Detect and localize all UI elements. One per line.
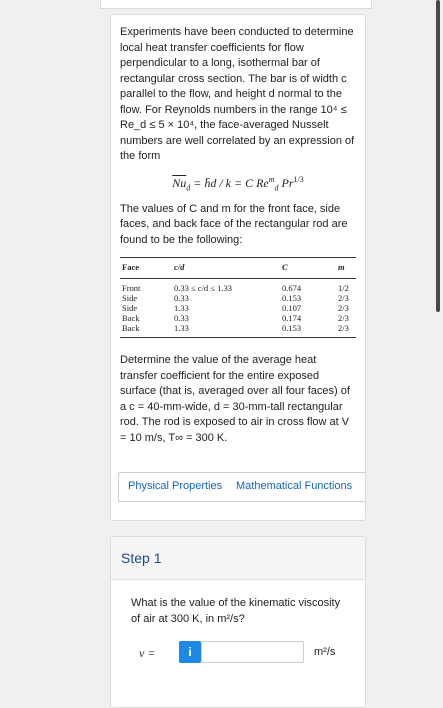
step-title: Step 1 [121,550,162,566]
table-cell: Front [122,283,141,294]
table-header: Face [120,258,172,279]
step-card [110,536,366,708]
table-cell: 1/2 [338,283,349,294]
resource-links-bar [118,472,366,502]
determine-text: Determine the value of the average heat transfer coefficient for the entire exposed surface (that is, averaged over all four faces) of a c = 40-mm-wide, d = 30-mm-tall rectangular rod. The rod is exposed to air in cross flow at V = 10 m/s, T∞ = 300 K. [120,354,350,444]
problem-intro: Experiments have been conducted to determine local heat transfer coefficients for flow perpendicular to a long, isothermal bar of rectangular cross section. The bar is of width c parallel to the flow, and height d normal to the flow. For Reynolds numbers in the range 10⁴ ≤ Re_d ≤ 5 × 10⁴, the face-averaged Nusselt numbers are well correlated by an expression of the form [120,26,355,162]
step-header [111,537,365,580]
values-intro: The values of C and m for the front face, side faces, and back face of the rectangular rod are found to be the following: [120,202,348,246]
table-cell: 0.153 [282,293,302,304]
scrollbar[interactable] [436,0,440,312]
table-row [120,313,356,323]
kinematic-viscosity-input[interactable] [201,641,304,663]
nusselt-formula: $\overline{Nu}_d$ = h̄d / k = C $Re^m_d$ $Pr^{1/3}$ [172,174,304,192]
coefficient-table [120,257,356,338]
table-cell: 2/3 [338,293,349,304]
previous-card-edge [100,0,372,9]
formula-exp-pr: 1/3 [293,174,304,184]
table-row [120,323,356,338]
table-cell: Side [122,303,138,314]
table-cell: Back [122,313,140,324]
table-header: C [280,258,336,279]
answer-unit: m²/s [314,646,336,658]
formula-pr: Pr [278,175,294,190]
table-cell: 1.33 [172,323,280,338]
table-row [120,303,356,313]
formula-exp-m: m [268,174,275,184]
formula-lhs: $\overline{Nu}$ [172,175,187,190]
table-cell: 0.107 [282,303,302,314]
formula-rhs: = h̄d / k = C Re [193,175,269,190]
table-header: m [336,258,356,279]
table-header-row [120,258,356,279]
table-cell: 0.674 [282,283,302,294]
mathematical-functions-link[interactable]: Mathematical Functions [236,480,353,492]
table-cell: 2/3 [338,303,349,314]
step-question: What is the value of the kinematic viscosity of air at 300 K, in m²/s? [131,597,341,625]
physical-properties-link[interactable]: Physical Properties [128,480,223,492]
table-cell: 0.33 [174,293,189,304]
table-row [120,293,356,303]
problem-card [110,14,366,521]
table-header: c/d [172,258,280,279]
table-cell: 2/3 [336,323,356,338]
info-icon[interactable]: i [179,641,201,663]
table-row [120,279,356,294]
answer-symbol: ν = [139,646,156,660]
table-cell: 0.33 ≤ c/d ≤ 1.33 [174,283,232,294]
table-cell: Side [122,293,138,304]
table-cell: 1.33 [174,303,189,314]
table-cell: 2/3 [338,313,349,324]
table-cell: 0.174 [282,313,302,324]
table-cell: 0.153 [280,323,336,338]
table-cell: 0.33 [174,313,189,324]
answer-row [111,641,365,665]
table-cell: Back [120,323,172,338]
